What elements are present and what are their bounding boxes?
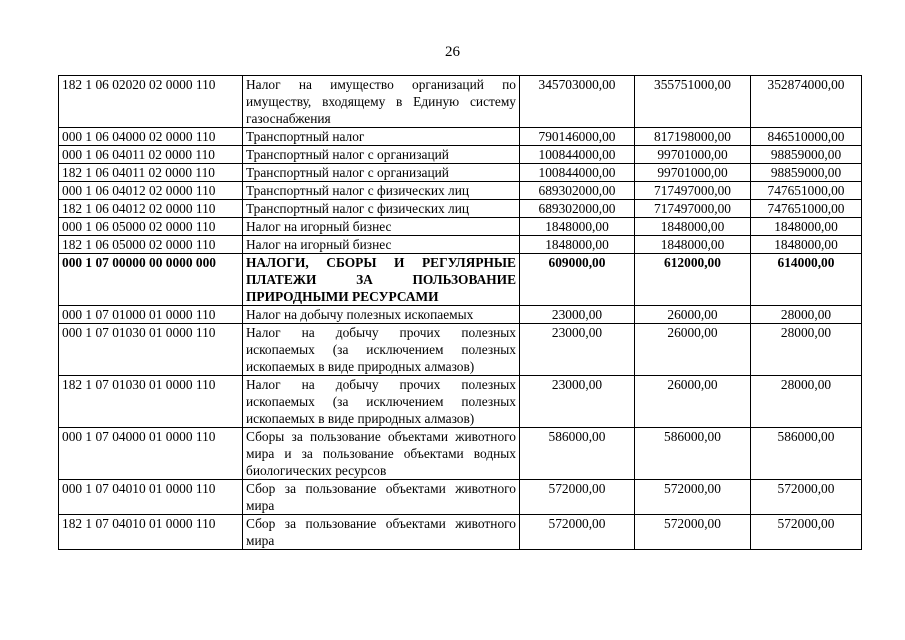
- amount-year2-cell: 572000,00: [635, 480, 751, 515]
- item-name-cell: Сбор за пользование объектами животного мира: [243, 480, 520, 515]
- item-name-cell: НАЛОГИ, СБОРЫ И РЕГУЛЯРНЫЕ ПЛАТЕЖИ ЗА ПОЛЬЗОВАНИЕ ПРИРОДНЫМИ РЕСУРСАМИ: [243, 254, 520, 306]
- amount-year3-cell: 747651000,00: [751, 200, 862, 218]
- amount-year1-cell: 23000,00: [520, 324, 635, 376]
- amount-year3-cell: 1848000,00: [751, 236, 862, 254]
- amount-year1-cell: 100844000,00: [520, 164, 635, 182]
- table-row: [59, 200, 862, 218]
- table-row: [59, 306, 862, 324]
- budget-code-cell: 000 1 07 04000 01 0000 110: [59, 428, 243, 480]
- budget-code-cell: 000 1 07 04010 01 0000 110: [59, 480, 243, 515]
- budget-code-cell: 182 1 06 04012 02 0000 110: [59, 200, 243, 218]
- amount-year2-cell: 817198000,00: [635, 128, 751, 146]
- budget-code-cell: 182 1 06 02020 02 0000 110: [59, 76, 243, 128]
- table-row: [59, 428, 862, 480]
- item-name-cell: Транспортный налог с организаций: [243, 146, 520, 164]
- budget-code-cell: 000 1 06 04000 02 0000 110: [59, 128, 243, 146]
- table-row: [59, 480, 862, 515]
- amount-year2-cell: 26000,00: [635, 376, 751, 428]
- table-row: [59, 76, 862, 128]
- amount-year1-cell: 1848000,00: [520, 218, 635, 236]
- amount-year3-cell: 614000,00: [751, 254, 862, 306]
- budget-code-cell: 182 1 06 04011 02 0000 110: [59, 164, 243, 182]
- item-name-cell: Налог на добычу полезных ископаемых: [243, 306, 520, 324]
- amount-year2-cell: 717497000,00: [635, 182, 751, 200]
- amount-year3-cell: 28000,00: [751, 376, 862, 428]
- amount-year1-cell: 609000,00: [520, 254, 635, 306]
- amount-year3-cell: 747651000,00: [751, 182, 862, 200]
- budget-code-cell: 000 1 06 04011 02 0000 110: [59, 146, 243, 164]
- amount-year2-cell: 99701000,00: [635, 164, 751, 182]
- amount-year2-cell: 26000,00: [635, 324, 751, 376]
- item-name-cell: Налог на добычу прочих полезных ископаемых (за исключением полезных ископаемых в виде природных алмазов): [243, 324, 520, 376]
- budget-code-cell: 000 1 06 04012 02 0000 110: [59, 182, 243, 200]
- amount-year3-cell: 1848000,00: [751, 218, 862, 236]
- amount-year3-cell: 98859000,00: [751, 146, 862, 164]
- table-row: [59, 324, 862, 376]
- amount-year3-cell: 586000,00: [751, 428, 862, 480]
- amount-year1-cell: 100844000,00: [520, 146, 635, 164]
- budget-code-cell: 182 1 06 05000 02 0000 110: [59, 236, 243, 254]
- amount-year3-cell: 352874000,00: [751, 76, 862, 128]
- amount-year1-cell: 572000,00: [520, 515, 635, 550]
- item-name-cell: Сбор за пользование объектами животного мира: [243, 515, 520, 550]
- table-row: [59, 236, 862, 254]
- amount-year1-cell: 689302000,00: [520, 200, 635, 218]
- item-name-cell: Налог на игорный бизнес: [243, 218, 520, 236]
- budget-revenue-table: [58, 75, 862, 550]
- budget-code-cell: 182 1 07 01030 01 0000 110: [59, 376, 243, 428]
- item-name-cell: Транспортный налог с организаций: [243, 164, 520, 182]
- table-row: [59, 218, 862, 236]
- budget-code-cell: 182 1 07 04010 01 0000 110: [59, 515, 243, 550]
- budget-code-cell: 000 1 07 01000 01 0000 110: [59, 306, 243, 324]
- table-row: [59, 146, 862, 164]
- amount-year2-cell: 586000,00: [635, 428, 751, 480]
- table-row: [59, 182, 862, 200]
- amount-year3-cell: 572000,00: [751, 480, 862, 515]
- amount-year1-cell: 572000,00: [520, 480, 635, 515]
- amount-year1-cell: 1848000,00: [520, 236, 635, 254]
- budget-code-cell: 000 1 07 01030 01 0000 110: [59, 324, 243, 376]
- item-name-cell: Налог на имущество организаций по имуществу, входящему в Единую систему газоснабжения: [243, 76, 520, 128]
- amount-year1-cell: 23000,00: [520, 376, 635, 428]
- item-name-cell: Сборы за пользование объектами животного мира и за пользование объектами водных биологических ресурсов: [243, 428, 520, 480]
- budget-code-cell: 000 1 07 00000 00 0000 000: [59, 254, 243, 306]
- page-number: 26: [445, 44, 460, 60]
- amount-year3-cell: 98859000,00: [751, 164, 862, 182]
- budget-code-cell: 000 1 06 05000 02 0000 110: [59, 218, 243, 236]
- amount-year2-cell: 1848000,00: [635, 218, 751, 236]
- amount-year2-cell: 717497000,00: [635, 200, 751, 218]
- amount-year2-cell: 26000,00: [635, 306, 751, 324]
- amount-year3-cell: 572000,00: [751, 515, 862, 550]
- item-name-cell: Транспортный налог с физических лиц: [243, 182, 520, 200]
- amount-year3-cell: 846510000,00: [751, 128, 862, 146]
- table-body: [59, 76, 862, 550]
- amount-year1-cell: 689302000,00: [520, 182, 635, 200]
- table-row: [59, 254, 862, 306]
- amount-year2-cell: 99701000,00: [635, 146, 751, 164]
- table-row: [59, 515, 862, 550]
- item-name-cell: Транспортный налог с физических лиц: [243, 200, 520, 218]
- amount-year3-cell: 28000,00: [751, 324, 862, 376]
- table-row: [59, 164, 862, 182]
- amount-year3-cell: 28000,00: [751, 306, 862, 324]
- amount-year2-cell: 1848000,00: [635, 236, 751, 254]
- amount-year1-cell: 586000,00: [520, 428, 635, 480]
- amount-year2-cell: 572000,00: [635, 515, 751, 550]
- amount-year1-cell: 790146000,00: [520, 128, 635, 146]
- amount-year1-cell: 23000,00: [520, 306, 635, 324]
- amount-year2-cell: 612000,00: [635, 254, 751, 306]
- item-name-cell: Транспортный налог: [243, 128, 520, 146]
- amount-year1-cell: 345703000,00: [520, 76, 635, 128]
- item-name-cell: Налог на добычу прочих полезных ископаемых (за исключением полезных ископаемых в виде природных алмазов): [243, 376, 520, 428]
- amount-year2-cell: 355751000,00: [635, 76, 751, 128]
- table-row: [59, 128, 862, 146]
- item-name-cell: Налог на игорный бизнес: [243, 236, 520, 254]
- table-row: [59, 376, 862, 428]
